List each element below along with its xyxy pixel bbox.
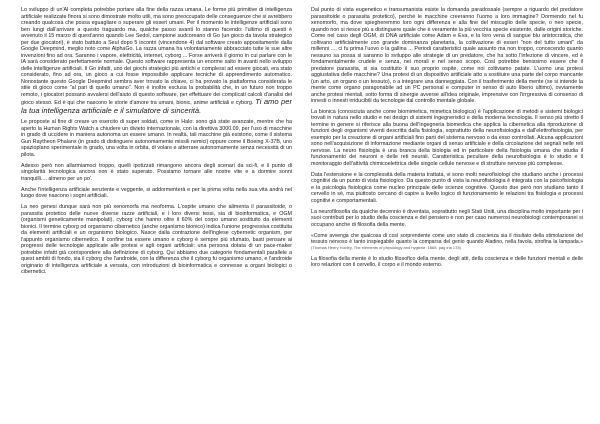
paragraph: La neurofilosofia da qualche decennio è diventata, soprattutto negli Stati Uniti, una disciplina molto importante per i suoi contributi per lo studio della coscienza e del pensiero e non per caso numerosi neurobiologi contemporanei si occupano anche di filosofia della mente. <box>311 208 583 228</box>
right-column <box>311 7 583 273</box>
quote-source: (Thomas Henry Huxley, The elements of physiology and hygiene, 1868, pag ina 178) <box>311 244 461 250</box>
emphasis-line: Ti amo per la tua intelligenza artificiale e il simulatore di sincerità. <box>21 97 292 115</box>
paragraph: Dal punto di vista eugenetico e transumanista esiste la domanda paradossale (sempre a riguardo del predatore parassitoide o parassita protetico), perché le macchine creeranno l'uomo a loro immagine? Dormendo nel fu xenomorfo, ma dove spiegheremmo loro ogni differenza e alla fine del miscuglio delle specie, o neo specie, quando non si riesce più a distinguere quale che è veramente la più vecchia specie esistente, dalle origini storiche. Come nel caso degli OGM, di DNA artificiale come Adam e Eva, e la loro vena di sangue blu aristocratica, che coltivano artificialmente con grande dominanza planetaria, la coltivazione di esseri "non del tutto umani" da millenni ..., ci fu prima l'uovo o la gallina ... Periodi caratteristici quale assunto ma non troppo, conoscendo quanto nessuno sa possa si saranno lo sviluppo alle strategie di un predatore, che ha sotto l'infezione di vincere, ed è fondamentalmente crudele e senza, nei morali e nel senso scopo. Così potrebbe benissimo essere che il predatore parassita, si sia costituito il suo proprio ospite, come noi coltiviamo patate. L'uomo una protesi aggiustativa delle macchine? Una protesi di un dispositivo artificiale atto a sostituire una parte del corpo mancante (un arto, un organo o un tessuto), o a integrare una danneggiata. Con il trasferimento della mente (se si intende la mente come organo paragonabile ad un PC personal e computer in senso di auto liberio ultimo), ovviamente anche protesi mentali, sotto forma di sinergie avverse all'idea originale, imprensive con l'irrgressiva di consenso di innesti o innesti irriducibili da tecnologie dal controllo mentale globale. <box>311 7 583 104</box>
paragraph: La bionica (conosciuta anche come biomimetica, mimetica biologica) è l'applicazione di metodi e sistemi biologici trovati in natura nello studio e nei design di sistemi ingegneristici e della moderna tecnologia. Il senso più stretto il termine in genere si riferisce alla buona dell'ingegneria biomedica che applica la cibernetica alla riproduzione di funzioni degli organismi viventi descritta dalla fisiologia, soprattutto della neurofisiologia e dall'elettrofisiologia, per esempio per la creazione di organi artificiali fino parti del sistema nervoso o da esso controllati. Alcuna applicazioni sono nell'acquisizione di informazione mediante organi di senso artificiale e della circolazione dei segnali nelle reti nervose. La neuro fisiologia è una branca della biologia ed in particolare della fisiologia umana che studia il funzionamento dei neuroni e delle reti neurali. Caratteristica peculiare della neurofisiologia è lo studio e il monitoraggio dell'attività chimicoelettrica delle singole cellule nervose e di strutture nervose più complesse. <box>311 108 583 167</box>
paragraph: Anche l'intelligenza artificiale senziente e veggente, si addormenterà e per la prima volta nella sua vita andrà nel luogo dove nascono i sogni artificiali. <box>21 186 292 200</box>
paragraph: La neo genesi dunque sarà non più xenomorfa ma neoforma. L'ospite umano che alimenta il parassitoide, o parassita protetico delle nuove diverse razze artificiali, e i loro diversi tessi, sia di bioinformatica, e OGM (organismi geneticamente manipolati), cyborg che hanno oltre il 60% del corpo umano sostituito da elementi bionici. Il termine cyborg od organismo cibernetico (anche organismo bionico) indica l'unione progressiva costituita da elementi artificiali e un organismo biologico. Nasce dalla contrazione dell'inglese cybernetic organism, per l'appunto organismo cibernetico. Il confine tra essere umano e cyborg è sempre più sfumato, basti pensare ai progressi delle tecnologie applicate alle protesi e agli organi artificiali: una persona dotata di un pace-maker potrebbe infatti già corrispondere alla definizione di cyborg. Qui abbiamo due categorie fondamentali parallele a quest ambiti di fondo, sia il cyborg che l'androide, con la differenza che il cyborg fu organismo umano, e l'androide originario di intelligenza artificiale a versata, con introduzioni di bioinformatica e connesse a organi biologici o cibernetici. <box>21 204 292 276</box>
paragraph: Lo sviluppo di un'AI completa potrebbe portare alla fine della razza umana. Le forme più primitive di intelligenza artificiale realizzate finora si sono dimostrate molto utili, ma sono preoccupato delle conseguenze che si avrebbero creando qualcosa che possa eguagliare o superare gli esseri umani. Per il momento le intelligenze artificiali sono ben lungi dall'arrivare a questo traguardo ma, qualche passo avanti lo stanno facendo: l'ultimo di questi è avvenuto il 15 marzo di quest'anno quando Lee Sedol, campione sudcoreano di Go (un gioco da tavola strategico per due giocatori), è stato battuto a Seul dopo 5 incontri (vincendone 4) dal software creato appositamente dalla Google Deepmind, meglio noto come AlphaGo. La razza umana ha volontariamente abbracciato tutte le sue altre invenzioni fino ad ora. Saranno i vapore, elettricità, internet, cyborg ... Forse arriverà il giorno in cui parlare con le IA sarà considerato perfettamente normale. Questo software rappresenta un enorme salto in avanti nello sviluppo delle intelligenze artificiali. Il Go infatti, uno dei giochi strategici più antichi e complessi ad essere giocati, era stato considerato, fino ad ora, un gioco a cui fosse impossibile applicare tecniche di apprendimento automatico. Nonostante questo Google Deepmind sembra aver trovato la chiave, ci ha provato la piattaforma considerata le stile di gioco come "al pari di quello umano". Non è inoltre esclusa la probabilità che, in un futuro non troppo remoto, i giocatori possano avvalersi dell'aiuto di questo software, per effettuare dei complicati calcoli d'analisi del gioco stesso. Ed è qui che nascono le storie d'amore tra umani, bionic, anime artificiali e cyborg. Ti amo per la tua intelligenza artificiale e il simulatore di sincerità. <box>21 7 292 115</box>
paragraph: Adesso però non allarmiamoci troppo, quelli ipotizzati rimangono ancora degli scenari da sci-fi, e il punto di singolarità tecnologica ancora non è stato superato. Possiamo tornare alle nostre vite e a dormire sonni tranquilli.... almeno per un po'. <box>21 162 292 182</box>
paragraph: Data l'estensione e la complessità della materia trattata, vi sono molti neurofisiologi che studiano anche i processi cognitivi da un punto di vista fisiologico. Da questo punto di vista la neurofisiologia è integrata con la psicofisiologia e la psicologia fisiologica come nucleo principale delle scienze cognitive. Questo due però non studiano tanto il cervello in sé, ma piuttosto cercano di capire a livello logico di funzionamento le relazioni tra fisiologia e processi cognitivi e comportamentali. <box>311 171 583 204</box>
paragraph: La filosofia della mente è lo studio filosofico della mente, degli atti, della coscienza e delle funzioni mentali e delle loro relazioni con il cervello, il corpo e il mondo esterno. <box>311 255 583 269</box>
paragraph: Le proposte al fine di creare un esercito di super soldati, come in Halo: sono già state avanzate, mentre che ha aperto la Human Rights Watch a chiudere un divieto internazionale, con la direttiva 3000.09, per l'uso di macchine in grado di uccidere in maniera autonoma un essere umano. In realtà, tali macchine già esistono, come il sistema Gun Raytheon Phalanx (in grado di distinguere autonomamente missili nemici) oppure come il Boeing X-37B, uno spazioplano sperimentale in grado, una volta in orbita, di volare e atterrare autonomamente senza necessità di un pilota. <box>21 119 292 158</box>
quote: «Come avvenga che qualcosa di così sorprendente come uno stato di coscienza sia il risultato della stimolazione del tessuto nervoso è tanto inspiegabile quanto la comparsa del genio quando Aladino, nella favola, strofina la lampada.» (Thomas Henry Huxley, The elements of physiology and hygiene, 1868, pag ina 178) <box>311 232 583 250</box>
left-column <box>21 7 292 280</box>
